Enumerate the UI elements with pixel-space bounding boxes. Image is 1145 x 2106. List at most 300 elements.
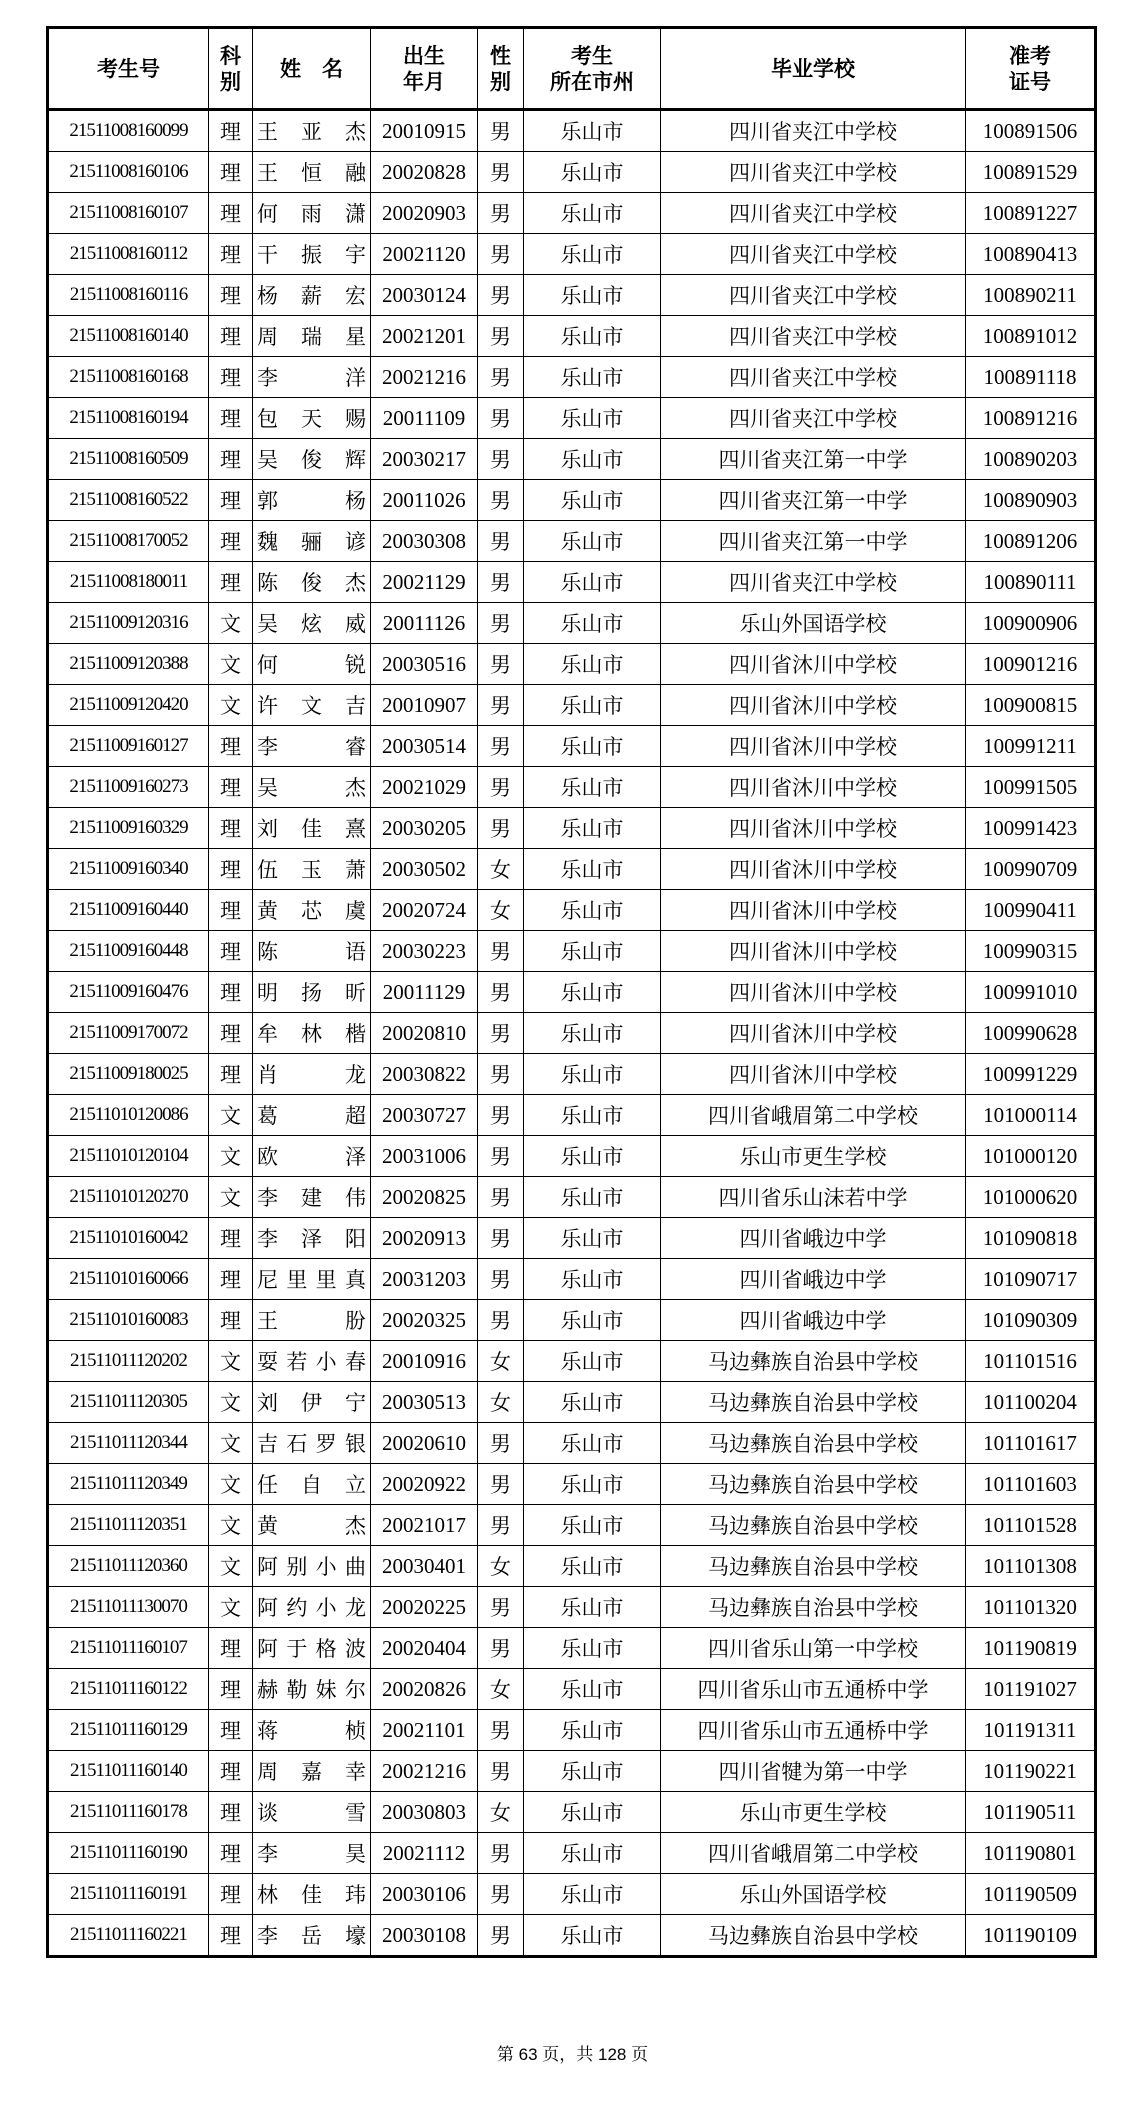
gender-cell: 男 [478, 1259, 524, 1300]
school-cell: 四川省乐山第一中学校 [661, 1628, 966, 1669]
gender-cell: 男 [478, 1218, 524, 1259]
gender-cell: 男 [478, 1710, 524, 1751]
city-cell: 乐山市 [524, 1833, 661, 1874]
table-row [48, 1546, 1096, 1587]
school-cell: 四川省乐山市五通桥中学 [661, 1669, 966, 1710]
birth-date-cell: 20021112 [371, 1833, 478, 1874]
gender-cell: 男 [478, 562, 524, 603]
gender-cell: 男 [478, 234, 524, 275]
exam-number-cell: 21511011160221 [48, 1915, 209, 1957]
name-cell: 李建伟 [253, 1177, 371, 1218]
header-ticket-number [966, 28, 1096, 110]
subject-cell: 理 [209, 234, 253, 275]
ticket-number-cell: 100991211 [966, 726, 1096, 767]
header-city [524, 28, 661, 110]
table-row [48, 398, 1096, 439]
subject-cell: 文 [209, 685, 253, 726]
ticket-number-cell: 100891216 [966, 398, 1096, 439]
subject-cell: 理 [209, 1669, 253, 1710]
birth-date-cell: 20021216 [371, 357, 478, 398]
table-row [48, 767, 1096, 808]
exam-number-cell: 21511011120202 [48, 1341, 209, 1382]
gender-cell: 男 [478, 1874, 524, 1915]
birth-date-cell: 20021029 [371, 767, 478, 808]
ticket-number-cell: 100890203 [966, 439, 1096, 480]
header-line: 考生 [571, 43, 613, 68]
gender-cell: 男 [478, 521, 524, 562]
header-line: 别 [220, 69, 241, 94]
school-cell: 四川省沐川中学校 [661, 931, 966, 972]
school-cell: 四川省乐山市五通桥中学 [661, 1710, 966, 1751]
birth-date-cell: 20021120 [371, 234, 478, 275]
gender-cell: 男 [478, 1464, 524, 1505]
exam-number-cell: 21511009170072 [48, 1013, 209, 1054]
city-cell: 乐山市 [524, 316, 661, 357]
name-cell: 吴杰 [253, 767, 371, 808]
birth-date-cell: 20021101 [371, 1710, 478, 1751]
birth-date-cell: 20021201 [371, 316, 478, 357]
gender-cell: 男 [478, 1628, 524, 1669]
exam-number-cell: 21511010160042 [48, 1218, 209, 1259]
header-line: 科 [220, 43, 241, 68]
table-row [48, 808, 1096, 849]
name-cell: 陈俊杰 [253, 562, 371, 603]
city-cell: 乐山市 [524, 1915, 661, 1957]
city-cell: 乐山市 [524, 152, 661, 193]
name-cell: 赫勒妹尔 [253, 1669, 371, 1710]
school-cell: 四川省夹江中学校 [661, 316, 966, 357]
school-cell: 四川省峨边中学 [661, 1218, 966, 1259]
header-line: 别 [490, 69, 511, 94]
school-cell: 马边彝族自治县中学校 [661, 1423, 966, 1464]
birth-date-cell: 20030108 [371, 1915, 478, 1957]
subject-cell: 文 [209, 1177, 253, 1218]
city-cell: 乐山市 [524, 439, 661, 480]
gender-cell: 男 [478, 1054, 524, 1095]
name-cell: 蒋桢 [253, 1710, 371, 1751]
table-row [48, 849, 1096, 890]
gender-cell: 男 [478, 767, 524, 808]
exam-number-cell: 21511011120360 [48, 1546, 209, 1587]
exam-number-cell: 21511011160122 [48, 1669, 209, 1710]
header-birth [371, 28, 478, 110]
ticket-number-cell: 101090717 [966, 1259, 1096, 1300]
ticket-number-cell: 100990709 [966, 849, 1096, 890]
school-cell: 四川省夹江中学校 [661, 152, 966, 193]
school-cell: 四川省沐川中学校 [661, 685, 966, 726]
city-cell: 乐山市 [524, 644, 661, 685]
exam-number-cell: 21511011160190 [48, 1833, 209, 1874]
school-cell: 四川省沐川中学校 [661, 849, 966, 890]
name-cell: 刘佳熹 [253, 808, 371, 849]
ticket-number-cell: 101191311 [966, 1710, 1096, 1751]
school-cell: 四川省沐川中学校 [661, 1054, 966, 1095]
ticket-number-cell: 100991505 [966, 767, 1096, 808]
table-row [48, 1669, 1096, 1710]
birth-date-cell: 20030124 [371, 275, 478, 316]
table-row [48, 1095, 1096, 1136]
name-cell: 肖龙 [253, 1054, 371, 1095]
ticket-number-cell: 101090309 [966, 1300, 1096, 1341]
subject-cell: 理 [209, 357, 253, 398]
subject-cell: 理 [209, 767, 253, 808]
city-cell: 乐山市 [524, 1259, 661, 1300]
school-cell: 马边彝族自治县中学校 [661, 1587, 966, 1628]
city-cell: 乐山市 [524, 1177, 661, 1218]
city-cell: 乐山市 [524, 767, 661, 808]
name-cell: 李岳壕 [253, 1915, 371, 1957]
city-cell: 乐山市 [524, 193, 661, 234]
subject-cell: 理 [209, 1259, 253, 1300]
school-cell: 四川省沐川中学校 [661, 808, 966, 849]
gender-cell: 女 [478, 1546, 524, 1587]
city-cell: 乐山市 [524, 808, 661, 849]
name-cell: 吉石罗银 [253, 1423, 371, 1464]
table-row [48, 275, 1096, 316]
ticket-number-cell: 100891506 [966, 110, 1096, 152]
exam-number-cell: 21511008160106 [48, 152, 209, 193]
subject-cell: 文 [209, 1505, 253, 1546]
exam-number-cell: 21511008160168 [48, 357, 209, 398]
city-cell: 乐山市 [524, 931, 661, 972]
gender-cell: 女 [478, 1382, 524, 1423]
gender-cell: 男 [478, 1915, 524, 1957]
table-row [48, 1218, 1096, 1259]
table-row [48, 357, 1096, 398]
table-row [48, 890, 1096, 931]
gender-cell: 男 [478, 603, 524, 644]
subject-cell: 理 [209, 1792, 253, 1833]
exam-number-cell: 21511009160127 [48, 726, 209, 767]
ticket-number-cell: 101101516 [966, 1341, 1096, 1382]
name-cell: 阿别小曲 [253, 1546, 371, 1587]
birth-date-cell: 20020913 [371, 1218, 478, 1259]
table-row [48, 1792, 1096, 1833]
exam-number-cell: 21511008160099 [48, 110, 209, 152]
ticket-number-cell: 100891529 [966, 152, 1096, 193]
city-cell: 乐山市 [524, 1300, 661, 1341]
gender-cell: 男 [478, 275, 524, 316]
gender-cell: 男 [478, 1751, 524, 1792]
birth-date-cell: 20020724 [371, 890, 478, 931]
school-cell: 马边彝族自治县中学校 [661, 1505, 966, 1546]
subject-cell: 理 [209, 849, 253, 890]
birth-date-cell: 20030223 [371, 931, 478, 972]
table-row [48, 1259, 1096, 1300]
city-cell: 乐山市 [524, 234, 661, 275]
name-cell: 耍若小春 [253, 1341, 371, 1382]
subject-cell: 理 [209, 193, 253, 234]
exam-number-cell: 21511010160083 [48, 1300, 209, 1341]
ticket-number-cell: 101000120 [966, 1136, 1096, 1177]
birth-date-cell: 20020610 [371, 1423, 478, 1464]
gender-cell: 男 [478, 1300, 524, 1341]
header-gender [478, 28, 524, 110]
birth-date-cell: 20020810 [371, 1013, 478, 1054]
subject-cell: 文 [209, 1095, 253, 1136]
name-cell: 谈雪 [253, 1792, 371, 1833]
table-row [48, 1874, 1096, 1915]
exam-number-cell: 21511011160107 [48, 1628, 209, 1669]
header-label: 准考证号 [1009, 43, 1051, 94]
gender-cell: 男 [478, 644, 524, 685]
table-row [48, 439, 1096, 480]
birth-date-cell: 20030308 [371, 521, 478, 562]
name-cell: 包天赐 [253, 398, 371, 439]
gender-cell: 男 [478, 193, 524, 234]
birth-date-cell: 20030727 [371, 1095, 478, 1136]
ticket-number-cell: 100890413 [966, 234, 1096, 275]
city-cell: 乐山市 [524, 603, 661, 644]
subject-cell: 理 [209, 808, 253, 849]
exam-number-cell: 21511011120305 [48, 1382, 209, 1423]
ticket-number-cell: 100890903 [966, 480, 1096, 521]
ticket-number-cell: 100991423 [966, 808, 1096, 849]
table-body [48, 110, 1096, 1957]
exam-number-cell: 21511010120270 [48, 1177, 209, 1218]
ticket-number-cell: 101000620 [966, 1177, 1096, 1218]
ticket-number-cell: 100991229 [966, 1054, 1096, 1095]
gender-cell: 男 [478, 316, 524, 357]
exam-number-cell: 21511009160440 [48, 890, 209, 931]
table-row [48, 1587, 1096, 1628]
subject-cell: 理 [209, 931, 253, 972]
city-cell: 乐山市 [524, 562, 661, 603]
birth-date-cell: 20030516 [371, 644, 478, 685]
subject-cell: 理 [209, 110, 253, 152]
exam-number-cell: 21511008160509 [48, 439, 209, 480]
name-cell: 任自立 [253, 1464, 371, 1505]
name-cell: 葛超 [253, 1095, 371, 1136]
table-row [48, 1628, 1096, 1669]
exam-number-cell: 21511008160116 [48, 275, 209, 316]
table-header-row [48, 28, 1096, 110]
birth-date-cell: 20030106 [371, 1874, 478, 1915]
city-cell: 乐山市 [524, 1341, 661, 1382]
exam-number-cell: 21511009160476 [48, 972, 209, 1013]
subject-cell: 理 [209, 972, 253, 1013]
table-row [48, 603, 1096, 644]
school-cell: 四川省夹江中学校 [661, 562, 966, 603]
table-row [48, 1382, 1096, 1423]
name-cell: 何雨潇 [253, 193, 371, 234]
school-cell: 马边彝族自治县中学校 [661, 1382, 966, 1423]
name-cell: 明扬昕 [253, 972, 371, 1013]
name-cell: 刘伊宁 [253, 1382, 371, 1423]
city-cell: 乐山市 [524, 849, 661, 890]
ticket-number-cell: 101190819 [966, 1628, 1096, 1669]
header-line: 姓 名 [280, 56, 343, 81]
birth-date-cell: 20020404 [371, 1628, 478, 1669]
table-row [48, 521, 1096, 562]
subject-cell: 理 [209, 480, 253, 521]
name-cell: 黄芯虞 [253, 890, 371, 931]
ticket-number-cell: 101101308 [966, 1546, 1096, 1587]
header-line: 考生号 [97, 56, 160, 81]
exam-number-cell: 21511008160107 [48, 193, 209, 234]
ticket-number-cell: 101101320 [966, 1587, 1096, 1628]
school-cell: 四川省峨眉第二中学校 [661, 1095, 966, 1136]
header-school [661, 28, 966, 110]
birth-date-cell: 20030514 [371, 726, 478, 767]
city-cell: 乐山市 [524, 890, 661, 931]
exam-number-cell: 21511009160340 [48, 849, 209, 890]
name-cell: 李洋 [253, 357, 371, 398]
school-cell: 乐山外国语学校 [661, 603, 966, 644]
table-row [48, 1464, 1096, 1505]
gender-cell: 男 [478, 1136, 524, 1177]
ticket-number-cell: 101101617 [966, 1423, 1096, 1464]
exam-number-cell: 21511009120316 [48, 603, 209, 644]
subject-cell: 文 [209, 1464, 253, 1505]
school-cell: 四川省夹江第一中学 [661, 480, 966, 521]
city-cell: 乐山市 [524, 1628, 661, 1669]
exam-number-cell: 21511008160140 [48, 316, 209, 357]
name-cell: 欧泽 [253, 1136, 371, 1177]
city-cell: 乐山市 [524, 1464, 661, 1505]
gender-cell: 女 [478, 1341, 524, 1382]
school-cell: 马边彝族自治县中学校 [661, 1464, 966, 1505]
gender-cell: 男 [478, 1833, 524, 1874]
school-cell: 四川省夹江中学校 [661, 193, 966, 234]
gender-cell: 男 [478, 357, 524, 398]
table-row [48, 726, 1096, 767]
exam-number-cell: 21511009160329 [48, 808, 209, 849]
subject-cell: 文 [209, 1382, 253, 1423]
name-cell: 阿约小龙 [253, 1587, 371, 1628]
exam-number-cell: 21511009160448 [48, 931, 209, 972]
table-row [48, 480, 1096, 521]
exam-number-cell: 21511008160112 [48, 234, 209, 275]
name-cell: 王亚杰 [253, 110, 371, 152]
gender-cell: 男 [478, 685, 524, 726]
birth-date-cell: 20011109 [371, 398, 478, 439]
exam-number-cell: 21511011160178 [48, 1792, 209, 1833]
school-cell: 四川省沐川中学校 [661, 767, 966, 808]
city-cell: 乐山市 [524, 1751, 661, 1792]
birth-date-cell: 20010915 [371, 110, 478, 152]
subject-cell: 理 [209, 1915, 253, 1957]
gender-cell: 男 [478, 1013, 524, 1054]
ticket-number-cell: 100990411 [966, 890, 1096, 931]
school-cell: 四川省峨边中学 [661, 1300, 966, 1341]
city-cell: 乐山市 [524, 726, 661, 767]
gender-cell: 男 [478, 152, 524, 193]
subject-cell: 理 [209, 1710, 253, 1751]
table-row [48, 152, 1096, 193]
exam-number-cell: 21511010160066 [48, 1259, 209, 1300]
name-cell: 郭杨 [253, 480, 371, 521]
name-cell: 干振宇 [253, 234, 371, 275]
city-cell: 乐山市 [524, 972, 661, 1013]
name-cell: 尼里里真 [253, 1259, 371, 1300]
birth-date-cell: 20030401 [371, 1546, 478, 1587]
exam-number-cell: 21511011160140 [48, 1751, 209, 1792]
school-cell: 四川省夹江中学校 [661, 110, 966, 152]
ticket-number-cell: 101101528 [966, 1505, 1096, 1546]
exam-number-cell: 21511008160194 [48, 398, 209, 439]
birth-date-cell: 20020225 [371, 1587, 478, 1628]
birth-date-cell: 20010907 [371, 685, 478, 726]
birth-date-cell: 20021129 [371, 562, 478, 603]
birth-date-cell: 20020325 [371, 1300, 478, 1341]
table-row [48, 110, 1096, 152]
table-row [48, 562, 1096, 603]
city-cell: 乐山市 [524, 1792, 661, 1833]
birth-date-cell: 20030822 [371, 1054, 478, 1095]
subject-cell: 文 [209, 1546, 253, 1587]
school-cell: 四川省夹江第一中学 [661, 439, 966, 480]
table-row [48, 1341, 1096, 1382]
name-cell: 吴炫威 [253, 603, 371, 644]
subject-cell: 理 [209, 439, 253, 480]
table-row [48, 1423, 1096, 1464]
gender-cell: 男 [478, 931, 524, 972]
header-line: 所在市州 [550, 69, 634, 94]
ticket-number-cell: 100991010 [966, 972, 1096, 1013]
exam-number-cell: 21511011130070 [48, 1587, 209, 1628]
ticket-number-cell: 101190801 [966, 1833, 1096, 1874]
table-row [48, 685, 1096, 726]
city-cell: 乐山市 [524, 1505, 661, 1546]
name-cell: 何锐 [253, 644, 371, 685]
table-row [48, 234, 1096, 275]
name-cell: 许文吉 [253, 685, 371, 726]
city-cell: 乐山市 [524, 1546, 661, 1587]
gender-cell: 男 [478, 726, 524, 767]
subject-cell: 理 [209, 398, 253, 439]
school-cell: 马边彝族自治县中学校 [661, 1341, 966, 1382]
ticket-number-cell: 100890111 [966, 562, 1096, 603]
name-cell: 李睿 [253, 726, 371, 767]
header-subject [209, 28, 253, 110]
ticket-number-cell: 100891227 [966, 193, 1096, 234]
gender-cell: 女 [478, 1792, 524, 1833]
gender-cell: 男 [478, 1423, 524, 1464]
school-cell: 四川省夹江中学校 [661, 234, 966, 275]
city-cell: 乐山市 [524, 275, 661, 316]
gender-cell: 男 [478, 808, 524, 849]
ticket-number-cell: 101190109 [966, 1915, 1096, 1957]
exam-number-cell: 21511008180011 [48, 562, 209, 603]
ticket-number-cell: 101090818 [966, 1218, 1096, 1259]
ticket-number-cell: 101000114 [966, 1095, 1096, 1136]
city-cell: 乐山市 [524, 1710, 661, 1751]
city-cell: 乐山市 [524, 1669, 661, 1710]
school-cell: 四川省沐川中学校 [661, 726, 966, 767]
name-cell: 黄杰 [253, 1505, 371, 1546]
school-cell: 四川省沐川中学校 [661, 972, 966, 1013]
city-cell: 乐山市 [524, 1423, 661, 1464]
school-cell: 四川省夹江中学校 [661, 275, 966, 316]
exam-number-cell: 21511010120104 [48, 1136, 209, 1177]
ticket-number-cell: 100890211 [966, 275, 1096, 316]
city-cell: 乐山市 [524, 521, 661, 562]
birth-date-cell: 20030205 [371, 808, 478, 849]
gender-cell: 男 [478, 972, 524, 1013]
subject-cell: 理 [209, 316, 253, 357]
gender-cell: 男 [478, 1095, 524, 1136]
school-cell: 四川省犍为第一中学 [661, 1751, 966, 1792]
exam-number-cell: 21511009180025 [48, 1054, 209, 1095]
city-cell: 乐山市 [524, 1095, 661, 1136]
school-cell: 乐山市更生学校 [661, 1792, 966, 1833]
gender-cell: 男 [478, 1587, 524, 1628]
name-cell: 李昊 [253, 1833, 371, 1874]
subject-cell: 理 [209, 1300, 253, 1341]
gender-cell: 女 [478, 849, 524, 890]
birth-date-cell: 20011126 [371, 603, 478, 644]
